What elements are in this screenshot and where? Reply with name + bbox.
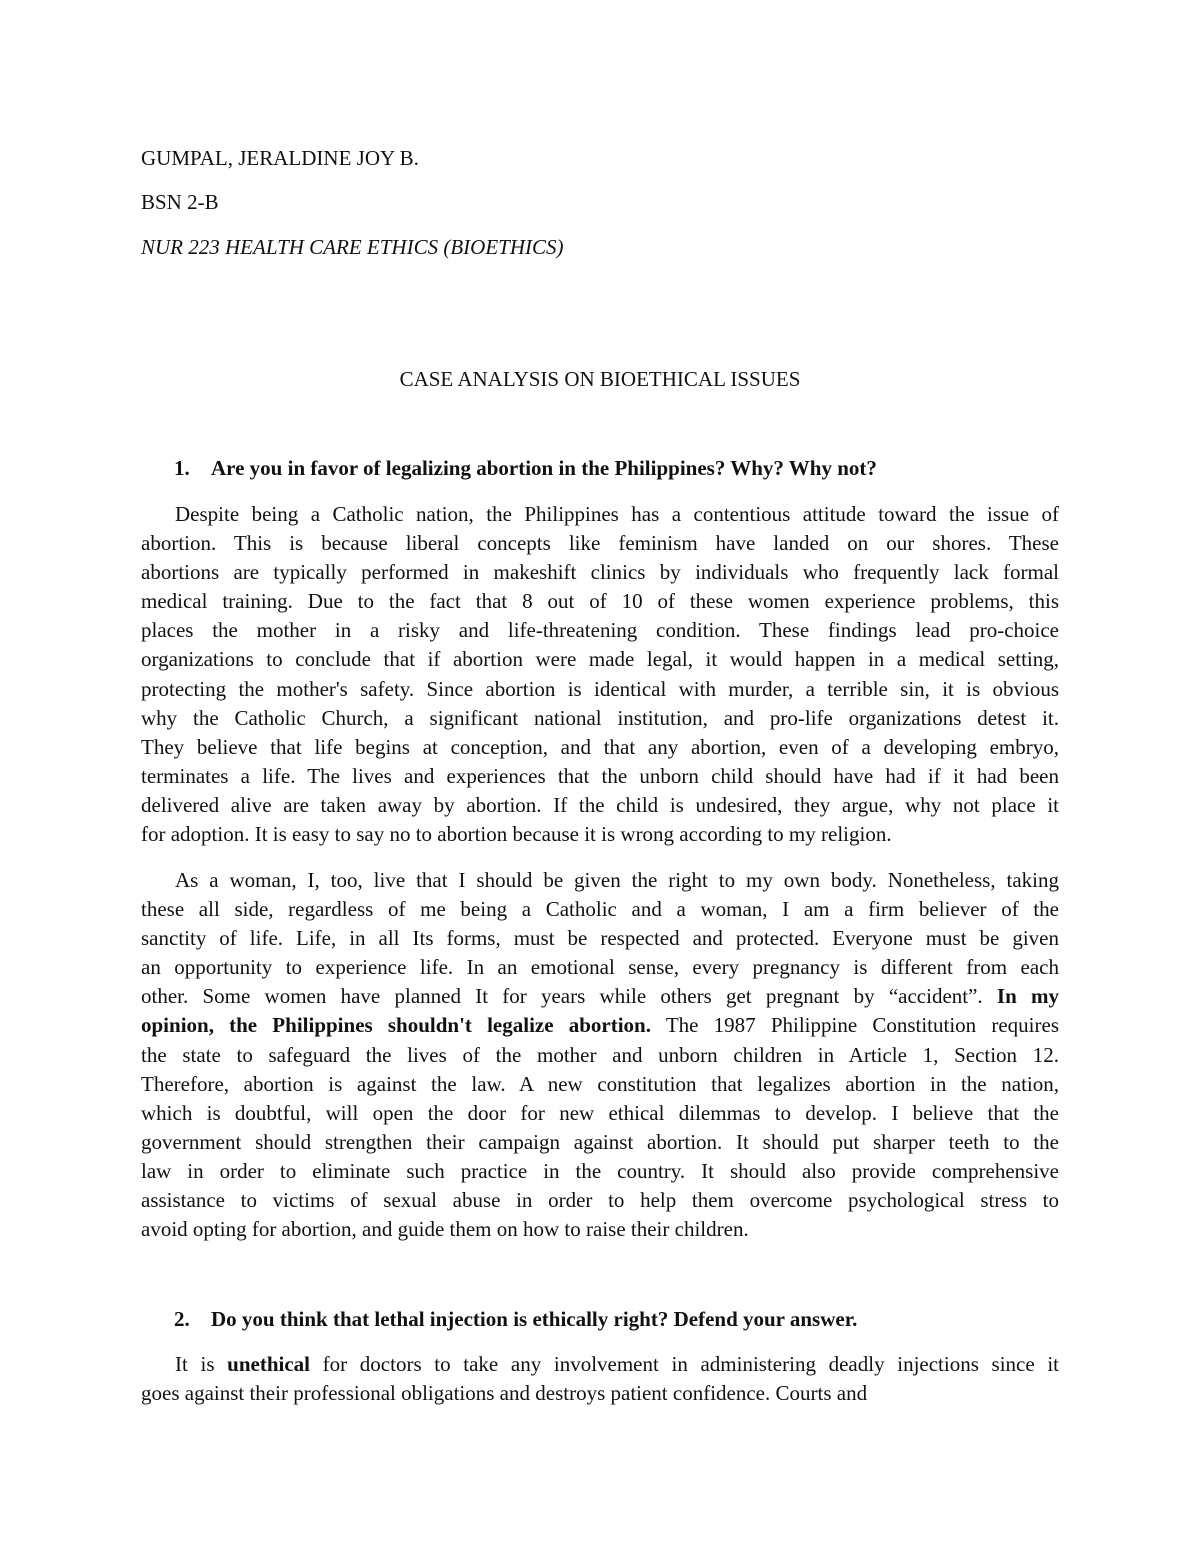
paragraph-line: places the mother in a risky and life-threatening condition. These findings lead pro-choice	[141, 618, 1059, 643]
question-1-text: Are you in favor of legalizing abortion in the Philippines? Why? Why not?	[211, 456, 877, 480]
paragraph-line: organizations to conclude that if abortion were made legal, it would happen in a medical setting,	[141, 647, 1059, 672]
course-title: NUR 223 HEALTH CARE ETHICS (BIOETHICS)	[141, 235, 564, 259]
document-title: CASE ANALYSIS ON BIOETHICAL ISSUES	[399, 367, 801, 391]
paragraph-line: law in order to eliminate such practice in the country. It should also provide comprehensive	[141, 1158, 1059, 1183]
question-2	[174, 1306, 857, 1332]
paragraph-line: goes against their professional obligations and destroys patient confidence. Courts and	[141, 1381, 868, 1406]
paragraph-line: avoid opting for abortion, and guide them on how to raise their children.	[141, 1217, 749, 1242]
paragraph-line: for adoption. It is easy to say no to abortion because it is wrong according to my religion.	[141, 822, 892, 847]
paragraph-line: They believe that life begins at conception, and that any abortion, even of a developing embryo,	[141, 734, 1059, 759]
bold-unethical: unethical	[227, 1352, 310, 1376]
paragraph-text: It is	[175, 1352, 215, 1376]
paragraph-line: which is doubtful, will open the door for new ethical dilemmas to develop. I believe that the	[141, 1100, 1059, 1125]
paragraph-line: sanctity of life. Life, in all Its forms, must be respected and protected. Everyone must be given	[141, 926, 1059, 951]
paragraph-text: for doctors to take any involvement in administering deadly injections since it	[322, 1352, 1060, 1376]
bold-opinion-start: In my	[996, 984, 1060, 1009]
answer-1-paragraph-2	[141, 866, 1059, 1244]
paragraph-line: Therefore, abortion is against the law. A new constitution that legalizes abortion in the nation,	[141, 1071, 1059, 1096]
answer-2-paragraph-1	[141, 1350, 1059, 1408]
paragraph-line: the state to safeguard the lives of the mother and unborn children in Article 1, Section 12.	[141, 1042, 1059, 1067]
paragraph-line: protecting the mother's safety. Since abortion is identical with murder, a terrible sin, it is obvious	[141, 676, 1059, 701]
paragraph-line: Despite being a Catholic nation, the Philippines has a contentious attitude toward the issue of	[175, 502, 1059, 526]
paragraph-text: The 1987 Philippine Constitution requires	[665, 1013, 1059, 1038]
paragraph-line	[141, 982, 1059, 1011]
paragraph-line: why the Catholic Church, a significant national institution, and pro-life organizations detest it.	[141, 705, 1059, 730]
paragraph-line: an opportunity to experience life. In an emotional sense, every pregnancy is different from each	[141, 955, 1059, 980]
paragraph-line: delivered alive are taken away by abortion. If the child is undesired, they argue, why not place it	[141, 792, 1059, 817]
question-1	[174, 455, 877, 481]
student-name: GUMPAL, JERALDINE JOY B.	[141, 146, 419, 170]
paragraph-line	[141, 1011, 1059, 1040]
paragraph-text: other. Some women have planned It for years while others get pregnant by “accident”.	[141, 984, 983, 1009]
paragraph-line: medical training. Due to the fact that 8 out of 10 of these women experience problems, this	[141, 589, 1059, 614]
student-section: BSN 2-B	[141, 190, 219, 214]
paragraph-line: government should strengthen their campaign against abortion. It should put sharper teeth to the	[141, 1129, 1059, 1154]
paragraph-line: As a woman, I, too, live that I should be given the right to my own body. Nonetheless, taking	[175, 868, 1059, 892]
paragraph-line: abortions are typically performed in makeshift clinics by individuals who frequently lack formal	[141, 560, 1059, 585]
paragraph-line: abortion. This is because liberal concepts like feminism have landed on our shores. These	[141, 531, 1059, 556]
paragraph-line	[141, 1350, 1059, 1379]
paragraph-line: terminates a life. The lives and experiences that the unborn child should have had if it had been	[141, 763, 1059, 788]
question-1-number: 1.	[174, 456, 190, 480]
paragraph-line: these all side, regardless of me being a Catholic and a woman, I am a firm believer of the	[141, 897, 1059, 922]
question-2-text: Do you think that lethal injection is ethically right? Defend your answer.	[211, 1307, 858, 1331]
paragraph-line: assistance to victims of sexual abuse in order to help them overcome psychological stress to	[141, 1188, 1059, 1213]
bold-opinion: opinion, the Philippines shouldn't legalize abortion.	[141, 1013, 651, 1038]
question-2-number: 2.	[174, 1307, 190, 1331]
answer-1-paragraph-1	[141, 500, 1059, 849]
